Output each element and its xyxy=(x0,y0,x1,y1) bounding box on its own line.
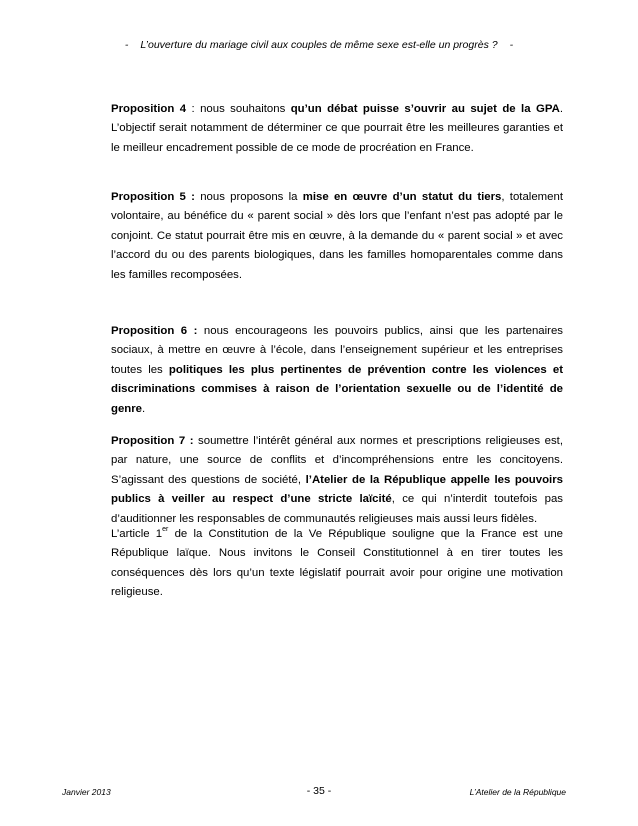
proposition-4-rest: . L’objectif serait notamment de déterminer ce que pourrait être les meilleures garanties et le meilleur encadrement possible de ce mode de procréation en France. xyxy=(111,103,563,154)
proposition-5-rest: , totalement volontaire, au bénéfice du « parent social » dès lors que l’enfant n’est pas adopté par le conjoint. Ce statut pourrait être mis en œuvre, à la demande du « parent social » et avec l’accord du ou des parents biologiques, dans les familles homoparentales comme dans les familles recomposées. xyxy=(111,191,563,281)
proposition-6-rest: . xyxy=(142,402,146,415)
article-paragraph xyxy=(111,525,563,603)
proposition-4-intro: nous souhaitons xyxy=(200,103,291,115)
article-after: de la Constitution de la Ve République souligne que la France est une République laïque. Nous invitons le Conseil Constitutionnel à en tirer toutes les conséquences dès lors qu’un texte législatif pourrait avoir pour origine une motivation religieuse. xyxy=(111,528,563,599)
proposition-4 xyxy=(111,100,563,158)
footer-publisher: L’Atelier de la République xyxy=(469,787,566,797)
proposition-6 xyxy=(111,322,563,419)
article-before: L’article 1 xyxy=(111,528,163,540)
header-dash-left: - xyxy=(124,39,129,51)
proposition-7-rest: , ce qui n’interdit toutefois pas d’auditionner les responsables de communautés religieuses mais aussi leurs fidèles. xyxy=(111,493,564,525)
proposition-4-bold: qu’un débat puisse s’ouvrir au sujet de la GPA xyxy=(290,103,560,115)
running-header xyxy=(0,39,638,51)
proposition-6-intro: nous encourageons les pouvoirs publics, ainsi que les partenaires sociaux, à mettre en œuvre à l’école, dans l’enseignement supérieur et les entreprises toutes les xyxy=(111,325,563,376)
footer-page-number: - 35 - xyxy=(306,785,332,797)
article-sup: er xyxy=(162,526,169,533)
proposition-4-label: Proposition 4 xyxy=(111,103,187,115)
proposition-5-intro: nous proposons la xyxy=(194,191,303,203)
header-title: L’ouverture du mariage civil aux couples de même sexe est-elle un progrès ? xyxy=(140,39,498,51)
proposition-5-bold: mise en œuvre d’un statut du tiers xyxy=(302,191,502,203)
proposition-5 xyxy=(111,188,563,285)
proposition-5-label: Proposition 5 : xyxy=(111,191,195,203)
proposition-4-sep: : xyxy=(186,103,201,115)
header-dash-right: - xyxy=(509,39,514,51)
footer-date: Janvier 2013 xyxy=(62,787,111,797)
proposition-6-bold: politiques les plus pertinentes de prévention contre les violences et discriminations commises à raison de l’orientation sexuelle ou de l’identité de genre xyxy=(111,363,564,415)
proposition-7 xyxy=(111,432,563,529)
proposition-7-bold: l’Atelier de la République appelle les pouvoirs publics à veiller au respect d’une stricte laïcité xyxy=(111,473,563,506)
proposition-7-intro: soumettre l’intérêt général aux normes et prescriptions religieuses est, par nature, une source de conflits et d’incompréhensions entre les concitoyens. S’agissant des questions de société, xyxy=(111,435,563,486)
proposition-6-label: Proposition 6 : xyxy=(111,325,198,337)
proposition-7-label: Proposition 7 : xyxy=(111,435,194,447)
